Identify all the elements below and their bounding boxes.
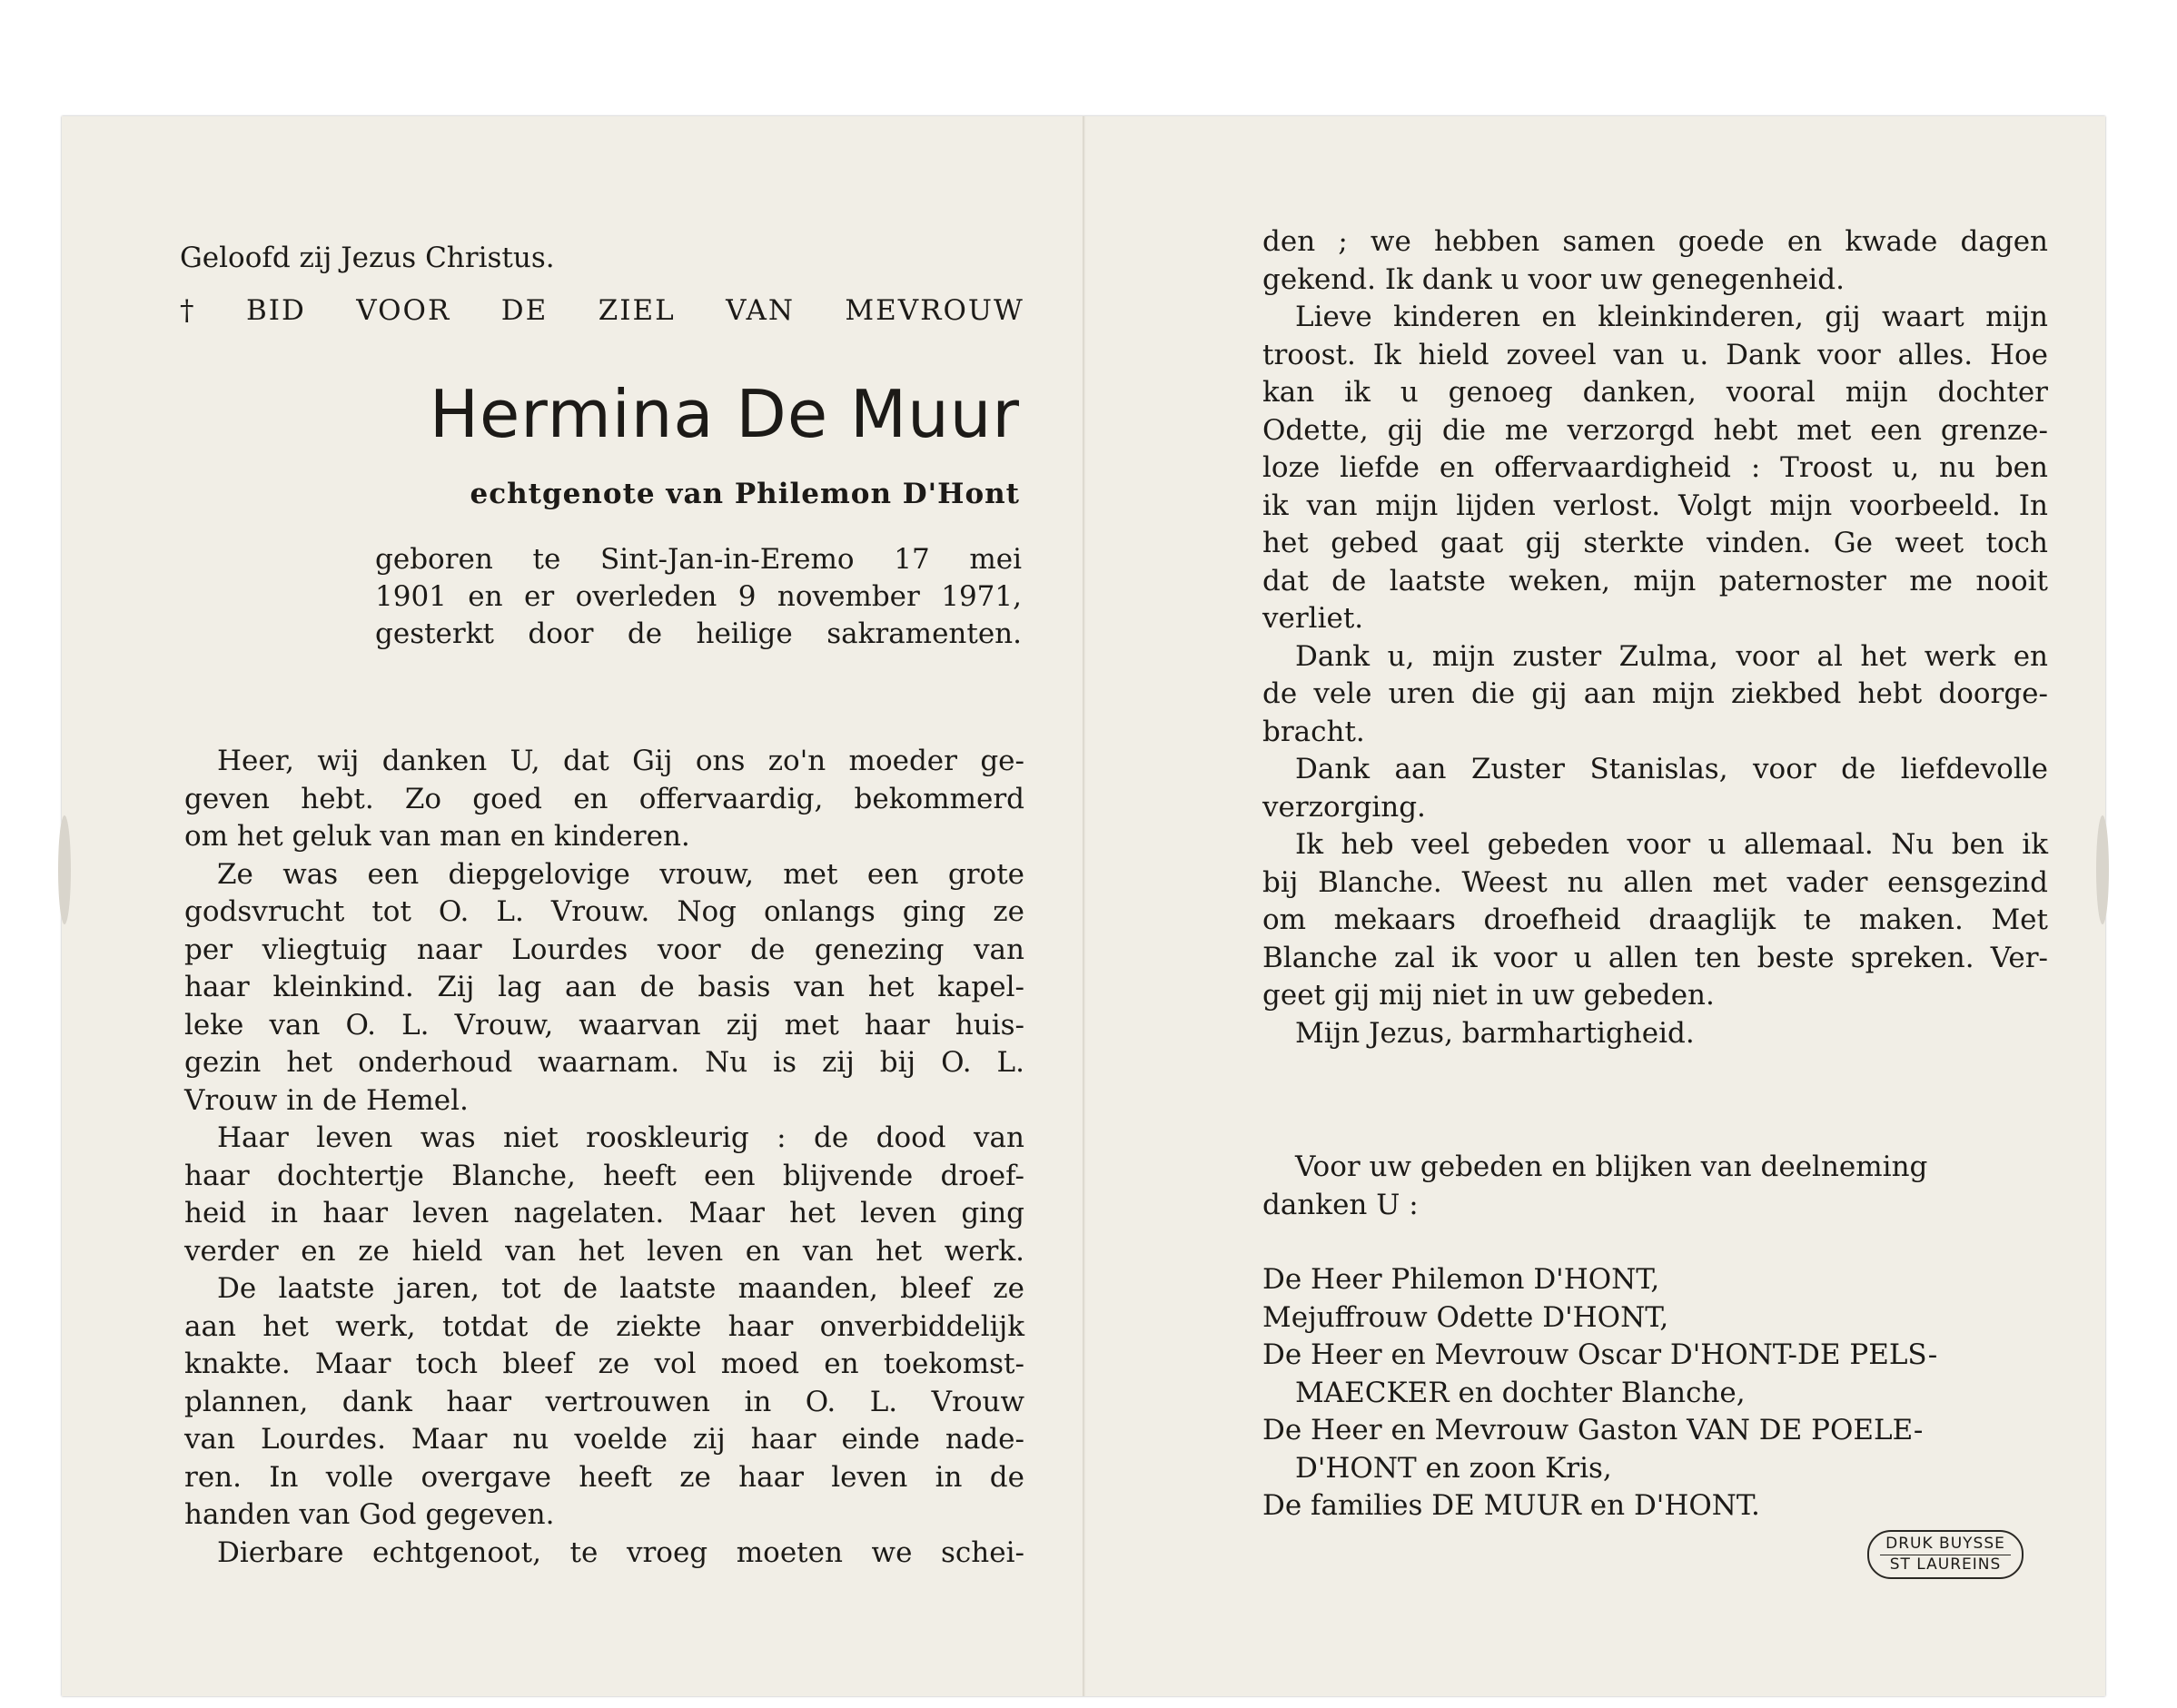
family-line: D'HONT en zoon Kris,: [1295, 1451, 1612, 1485]
text-line: verzorging.: [1262, 790, 1426, 824]
text-line: dat de laatste weken, mijn paternoster me nooit: [1262, 564, 2048, 597]
prayer-word: DE: [500, 294, 549, 327]
text-line: bracht.: [1262, 715, 1365, 748]
text-line: Vrouw in de Hemel.: [184, 1083, 469, 1117]
text-line: verder en ze hield van het leven en van het werk.: [184, 1234, 1024, 1268]
text-line: kan ik u genoeg danken, vooral mijn dochter: [1262, 376, 2048, 409]
memorial-card: [62, 116, 2105, 1696]
text-line: Dank u, mijn zuster Zulma, voor al het werk en: [1295, 639, 2048, 673]
thanks-line: Voor uw gebeden en blijken van deelneming: [1295, 1150, 1928, 1183]
family-line: De Heer en Mevrouw Oscar D'HONT-DE PELS-: [1262, 1338, 1938, 1371]
prayer-word: VAN: [726, 294, 795, 327]
greeting: Geloofd zij Jezus Christus.: [180, 242, 555, 274]
text-line: heid in haar leven nagelaten. Maar het leven ging: [184, 1197, 1024, 1229]
birth-death-info: [375, 541, 1022, 653]
text-line: plannen, dank haar vertrouwen in O. L. Vrouw: [184, 1385, 1024, 1418]
prayer-word: MEVROUW: [845, 294, 1024, 327]
thanks-line: danken U :: [1262, 1188, 1419, 1221]
text-line: bij Blanche. Weest nu allen met vader eensgezind: [1262, 865, 2048, 899]
text-line: knakte. Maar toch bleef ze vol moed en toekomst-: [184, 1348, 1024, 1380]
printer-stamp: [1867, 1530, 2024, 1579]
text-line: om het geluk van man en kinderen.: [184, 820, 690, 853]
text-line: gekend. Ik dank u voor uw genegenheid.: [1262, 262, 1845, 296]
cross-icon: †: [180, 294, 196, 327]
prayer-word: BID: [245, 294, 306, 327]
text-line: verliet.: [1262, 602, 1364, 635]
text-line: Lieve kinderen en kleinkinderen, gij waart mijn: [1295, 301, 2048, 333]
birth-line: gesterkt door de heilige sakramenten.: [375, 617, 1022, 650]
birth-line: 1901 en er overleden 9 november 1971,: [375, 580, 1022, 613]
left-panel: [62, 116, 1084, 1696]
family-line: MAECKER en dochter Blanche,: [1295, 1376, 1746, 1409]
text-line: geven hebt. Zo goed en offervaardig, bekommerd: [184, 782, 1024, 815]
text-line: Dank aan Zuster Stanislas, voor de liefdevolle: [1295, 753, 2048, 785]
text-line: loze liefde en offervaardigheid : Troost u, nu ben: [1262, 451, 2048, 484]
prayer-word: ZIEL: [598, 294, 676, 327]
text-line: om mekaars droefheid draaglijk te maken. Met: [1262, 903, 2048, 936]
text-line: haar kleinkind. Zij lag aan de basis van het kapel-: [184, 971, 1024, 1003]
text-line: Mijn Jezus, barmhartigheid.: [1295, 1016, 1695, 1050]
spacer: [1262, 1224, 2048, 1261]
text-line: den ; we hebben samen goede en kwade dagen: [1262, 225, 2048, 258]
text-line: ik van mijn lijden verlost. Volgt mijn voorbeeld. In: [1262, 489, 2048, 522]
text-line: leke van O. L. Vrouw, waarvan zij met haar huis-: [184, 1008, 1024, 1042]
text-line: Heer, wij danken U, dat Gij ons zo'n moeder ge-: [217, 745, 1024, 777]
text-line: Haar leven was niet rooskleurig : de dood van: [217, 1121, 1024, 1154]
text-line: per vliegtuig naar Lourdes voor de genezing van: [184, 933, 1024, 966]
text-line: handen van God gegeven.: [184, 1498, 555, 1531]
text-line: haar dochtertje Blanche, heeft een blijvende droef-: [184, 1159, 1024, 1192]
text-line: Ik heb veel gebeden voor u allemaal. Nu ben ik: [1295, 828, 2048, 861]
birth-line: geboren te Sint-Jan-in-Eremo 17 mei: [375, 543, 1022, 576]
text-line: Blanche zal ik voor u allen ten beste spreken. Ver-: [1262, 941, 2048, 974]
text-line: de vele uren die gij aan mijn ziekbed hebt doorge-: [1262, 677, 2048, 710]
text-line: aan het werk, totdat de ziekte haar onverbiddelijk: [184, 1309, 1024, 1343]
text-line: Odette, gij die me verzorgd hebt met een grenze-: [1262, 413, 2048, 447]
text-line: ren. In volle overgave heeft ze haar leven in de: [184, 1460, 1024, 1494]
text-line: gezin het onderhoud waarnam. Nu is zij bij O. L.: [184, 1046, 1024, 1079]
deceased-name: Hermina De Muur: [429, 376, 1020, 452]
text-line: Ze was een diepgelovige vrouw, met een grote: [217, 857, 1024, 891]
thanks-section: [1262, 1149, 2048, 1525]
text-line: De laatste jaren, tot de laatste maanden, bleef ze: [217, 1272, 1024, 1305]
text-line: het gebed gaat gij sterkte vinden. Ge weet toch: [1262, 527, 2048, 559]
prayer-word: VOOR: [356, 294, 451, 327]
printer-location: ST LAUREINS: [1880, 1555, 2011, 1574]
right-body-text: [1262, 223, 2048, 1052]
family-line: De families DE MUUR en D'HONT.: [1262, 1489, 1760, 1522]
spouse-line: echtgenote van Philemon D'Hont: [470, 478, 1020, 510]
printer-name: DRUK BUYSSE: [1885, 1535, 2005, 1553]
prayer-heading: [180, 294, 1024, 327]
family-line: De Heer Philemon D'HONT,: [1262, 1263, 1660, 1296]
text-line: geet gij mij niet in uw gebeden.: [1262, 979, 1715, 1012]
text-line: troost. Ik hield zoveel van u. Dank voor alles. Hoe: [1262, 338, 2048, 371]
text-line: godsvrucht tot O. L. Vrouw. Nog onlangs ging ze: [184, 895, 1024, 928]
left-body-text: [184, 743, 1024, 1572]
text-line: Dierbare echtgenoot, te vroeg moeten we schei-: [217, 1535, 1024, 1569]
text-line: van Lourdes. Maar nu voelde zij haar einde nade-: [184, 1423, 1024, 1456]
family-line: Mejuffrouw Odette D'HONT,: [1262, 1300, 1669, 1334]
family-line: De Heer en Mevrouw Gaston VAN DE POELE-: [1262, 1414, 1924, 1446]
